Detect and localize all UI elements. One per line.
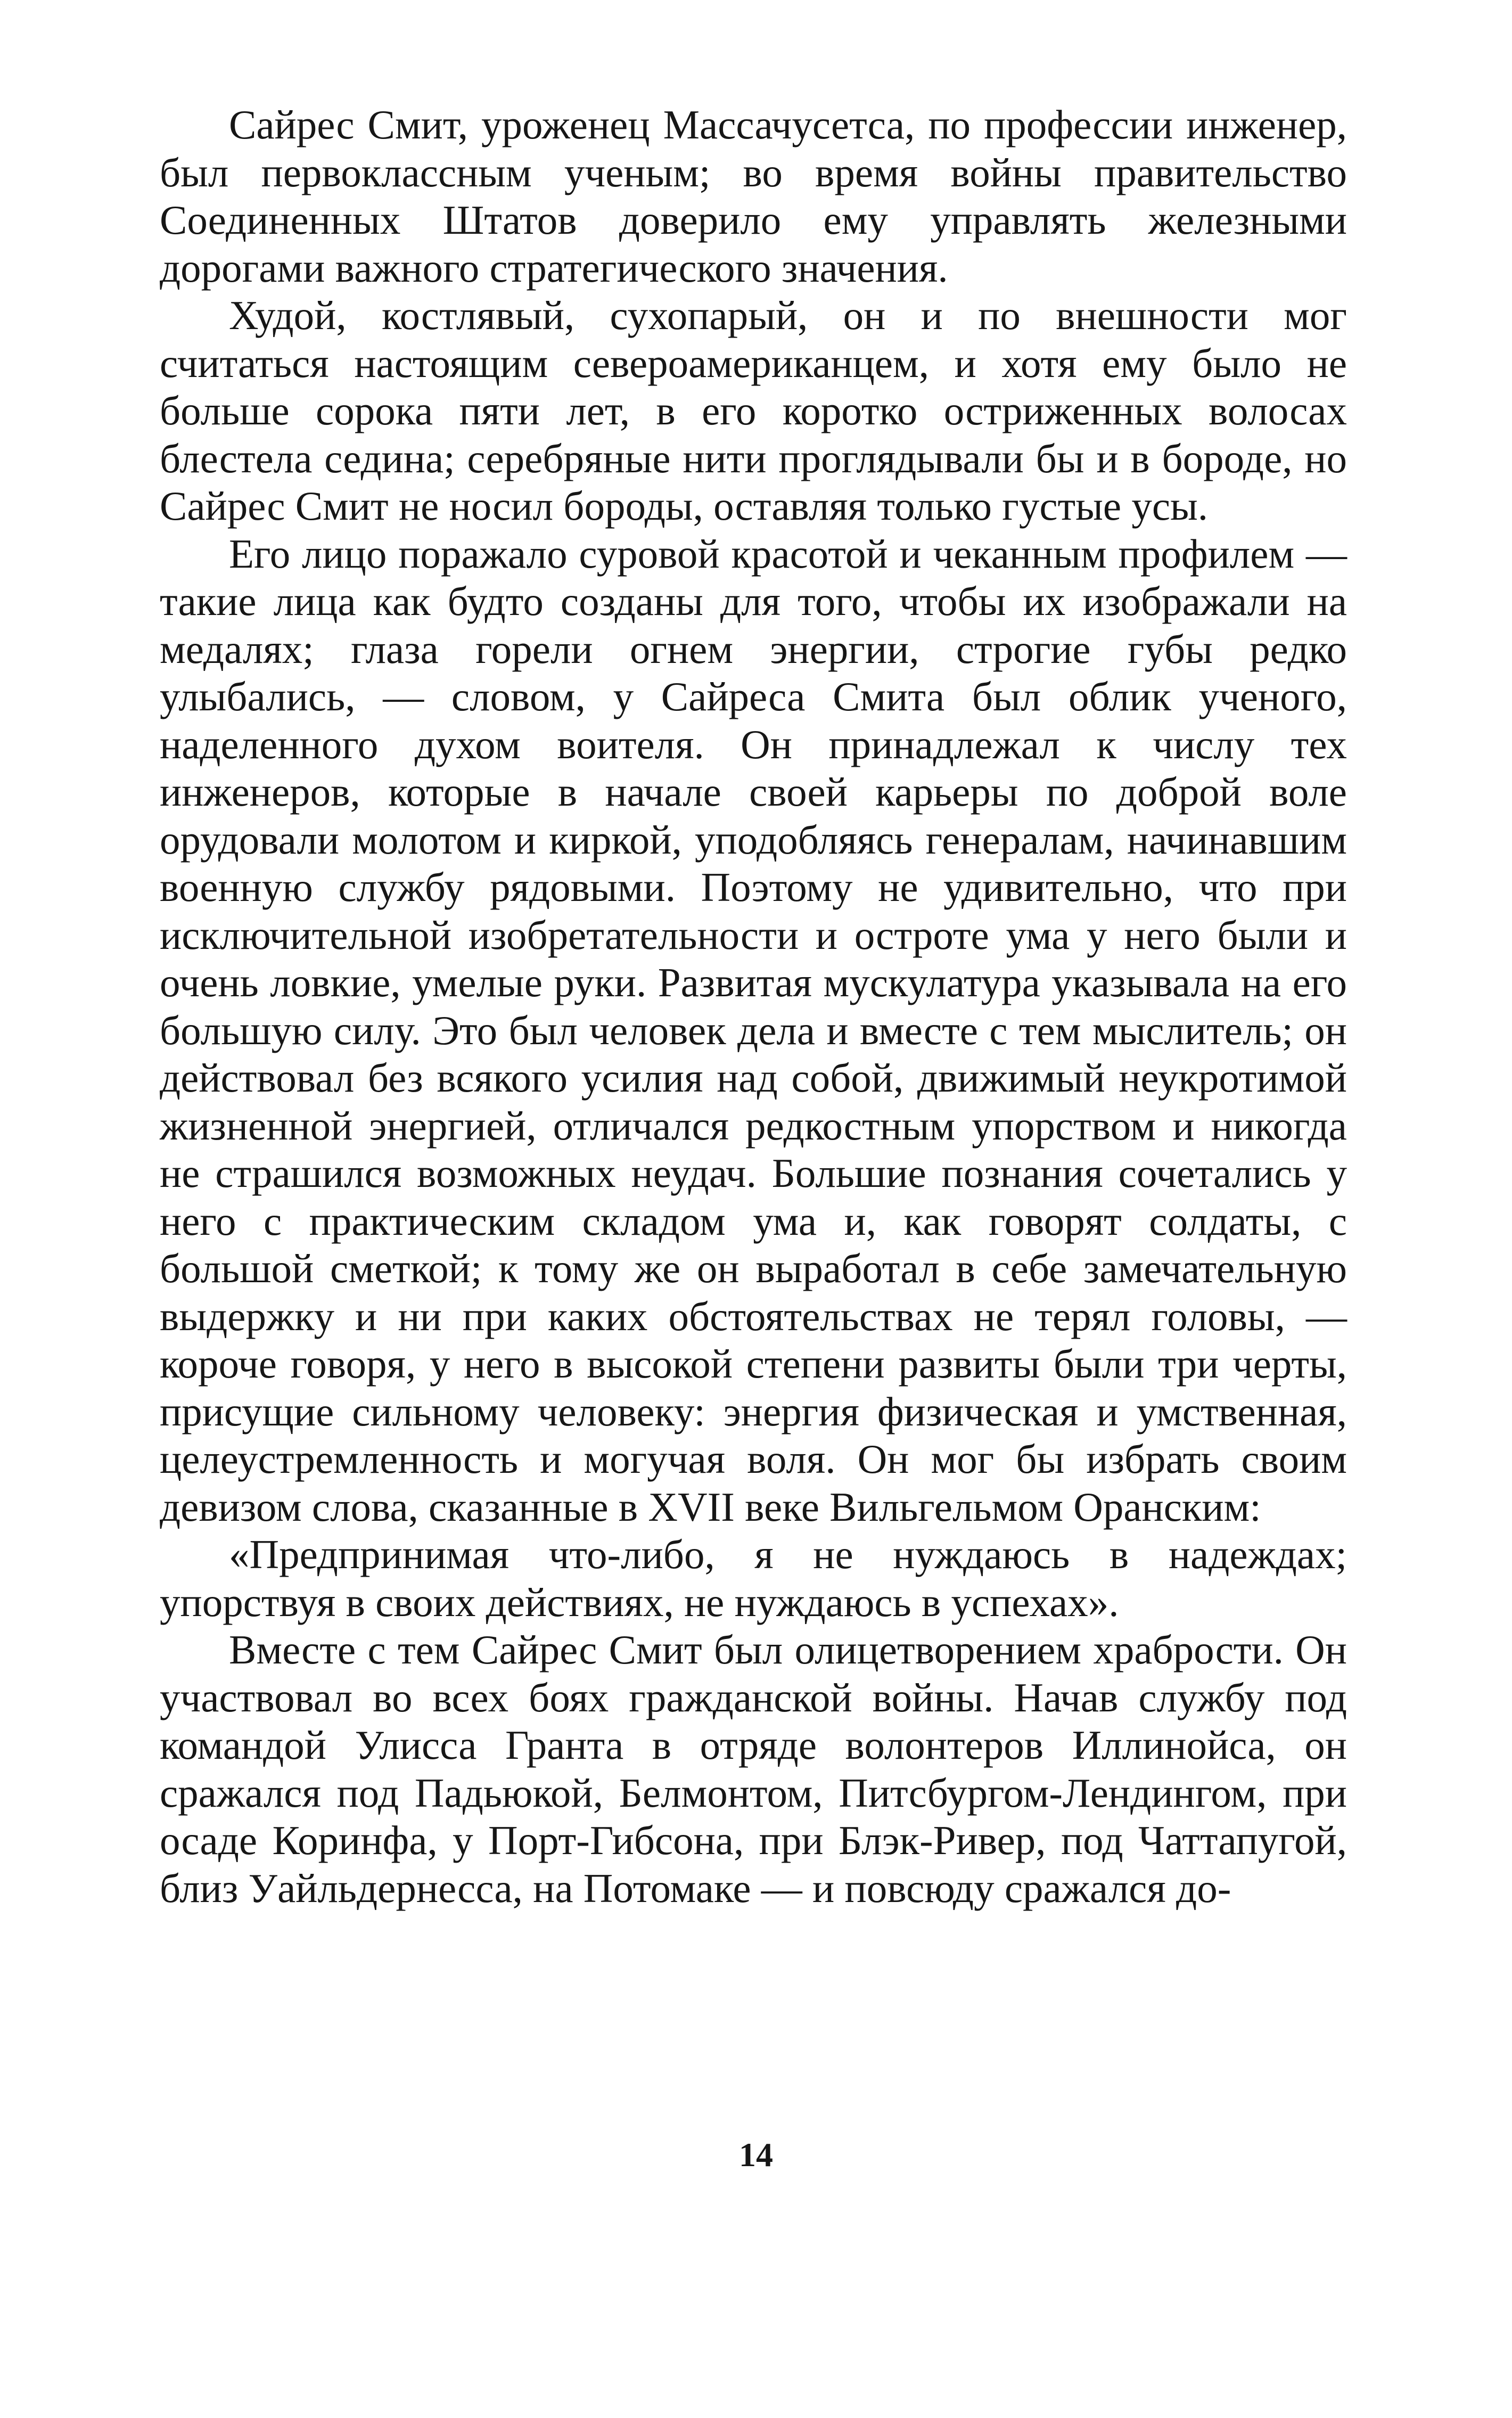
paragraph: Худой, костлявый, сухопарый, он и по внешности мог считаться настоящим североамериканцем, и хотя ему было не больше сорока пяти лет, в его коротко остриженных волосах блестела седина; серебряные нити проглядывали бы и в бороде, но Сайрес Смит не носил бороды, оставляя только густые усы.	[160, 292, 1347, 529]
paragraph: «Предпринимая что-либо, я не нуждаюсь в надеждах; упорствуя в своих действиях, не нуждаюсь в успехах».	[160, 1531, 1347, 1625]
page-text-block	[160, 101, 1347, 1912]
paragraph: Сайрес Смит, уроженец Массачусетса, по профессии инженер, был первоклассным ученым; во время войны правительство Соединенных Штатов доверило ему управлять железными дорогами важного стратегического значения.	[160, 102, 1347, 291]
page-number: 14	[739, 2136, 773, 2174]
paragraph: Его лицо поражало суровой красотой и чеканным профилем — такие лица как будто созданы для того, чтобы их изображали на медалях; глаза горели огнем энергии, строгие губы редко улыбались, — словом, у Сайреса Смита был облик ученого, наделенного духом воителя. Он принадлежал к числу тех инженеров, которые в начале своей карьеры по доброй воле орудовали молотом и киркой, уподобляясь генералам, начинавшим военную службу рядовыми. Поэтому не удивительно, что при исключительной изобретательности и остроте ума у него были и очень ловкие, умелые руки. Развитая мускулатура указывала на его большую силу. Это был человек дела и вместе с тем мыслитель; он действовал без всякого усилия над собой, движимый неукротимой жизненной энергией, отличался редкостным упорством и никогда не страшился возможных неудач. Большие познания сочетались у него с практическим складом ума и, как говорят солдаты, с большой сметкой; к тому же он выработал в себе замечательную выдержку и ни при каких обстоятельствах не терял головы, — короче говоря, у него в высокой степени развиты были три черты, присущие сильному человеку: энергия физическая и умственная, целеустремленность и могучая воля. Он мог бы избрать своим девизом слова, сказанные в XVII веке Вильгельмом Оранским:	[160, 530, 1347, 1530]
paragraph: Вместе с тем Сайрес Смит был олицетворением храбрости. Он участвовал во всех боях гражданской войны. Начав службу под командой Улисса Гранта в отряде волонтеров Иллинойса, он сражался под Падьюкой, Белмонтом, Питсбургом-Лендингом, при осаде Коринфа, у Порт-Гибсона, при Блэк-Ривер, под Чаттапугой, близ Уайльдернесса, на Потомаке — и повсюду сражался до-	[160, 1627, 1347, 1911]
